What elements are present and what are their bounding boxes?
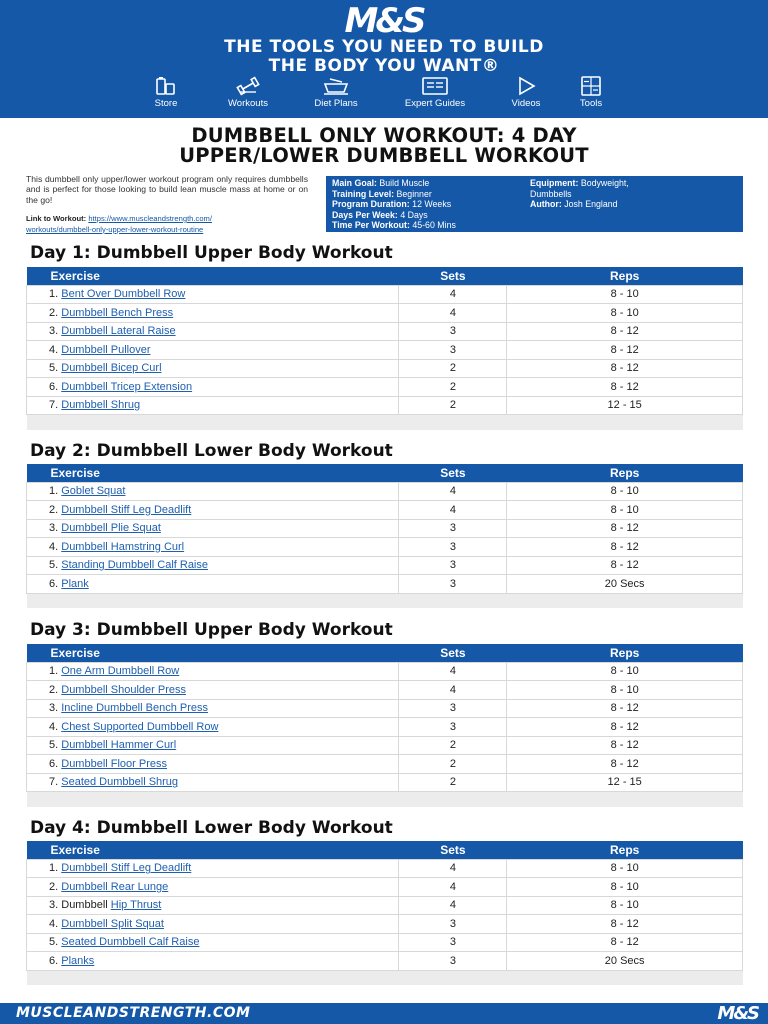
exercise-link[interactable]: Goblet Squat bbox=[61, 485, 126, 498]
nav-item-tools[interactable] bbox=[551, 76, 631, 109]
exercise-number: 5. bbox=[49, 362, 59, 375]
table-row bbox=[27, 538, 743, 557]
workout-table bbox=[26, 267, 743, 430]
table-row bbox=[27, 359, 743, 378]
food-icon bbox=[322, 76, 350, 96]
header-sets: Sets bbox=[399, 464, 507, 482]
reps-cell: 8 - 10 bbox=[507, 482, 743, 501]
table-spacer-cell bbox=[27, 792, 743, 807]
table-row bbox=[27, 575, 743, 594]
exercise-link[interactable]: One Arm Dumbbell Row bbox=[61, 665, 180, 678]
exercise-cell bbox=[27, 755, 399, 774]
sets-cell: 2 bbox=[399, 736, 507, 755]
exercise-cell bbox=[27, 718, 399, 737]
header-sets: Sets bbox=[399, 841, 507, 859]
header-exercise: Exercise bbox=[27, 267, 399, 285]
day-title: Day 3: Dumbbell Upper Body Workout bbox=[30, 620, 393, 640]
sets-cell: 3 bbox=[399, 538, 507, 557]
header-reps: Reps bbox=[507, 267, 743, 285]
reps-cell: 8 - 12 bbox=[507, 341, 743, 360]
reps-cell: 8 - 12 bbox=[507, 359, 743, 378]
nav-label-videos: Videos bbox=[511, 98, 541, 109]
nav-item-store[interactable] bbox=[126, 76, 206, 109]
sets-cell: 3 bbox=[399, 699, 507, 718]
exercise-link[interactable]: Dumbbell Bench Press bbox=[61, 306, 174, 319]
dumbbell-icon bbox=[236, 76, 260, 96]
sets-cell: 4 bbox=[399, 304, 507, 323]
exercise-link[interactable]: Seated Dumbbell Calf Raise bbox=[61, 936, 200, 949]
exercise-link[interactable]: Dumbbell Plie Squat bbox=[61, 522, 161, 535]
exercise-link[interactable]: Chest Supported Dumbbell Row bbox=[61, 720, 219, 733]
exercise-cell bbox=[27, 896, 399, 915]
exercise-link[interactable]: Incline Dumbbell Bench Press bbox=[61, 702, 208, 715]
reps-cell: 8 - 10 bbox=[507, 662, 743, 681]
exercise-cell bbox=[27, 396, 399, 415]
page-title-line-2: UPPER/LOWER DUMBBELL WORKOUT bbox=[179, 144, 589, 167]
page-title-line-1: DUMBBELL ONLY WORKOUT: 4 DAY bbox=[191, 124, 577, 147]
day-title: Day 4: Dumbbell Lower Body Workout bbox=[30, 818, 393, 838]
sets-cell: 3 bbox=[399, 915, 507, 934]
table-row bbox=[27, 718, 743, 737]
exercise-number: 5. bbox=[49, 936, 59, 949]
sets-cell: 4 bbox=[399, 285, 507, 304]
sets-cell: 3 bbox=[399, 575, 507, 594]
sets-cell: 3 bbox=[399, 933, 507, 952]
exercise-link[interactable]: Dumbbell Tricep Extension bbox=[61, 380, 193, 393]
table-row bbox=[27, 482, 743, 501]
exercise-link[interactable]: Dumbbell Stiff Leg Deadlift bbox=[61, 503, 192, 516]
exercise-number: 4. bbox=[49, 720, 59, 733]
reps-cell: 8 - 12 bbox=[507, 718, 743, 737]
exercise-number: 2. bbox=[49, 683, 59, 696]
sets-cell: 4 bbox=[399, 501, 507, 520]
header-reps: Reps bbox=[507, 841, 743, 859]
exercise-link[interactable]: Dumbbell Rear Lunge bbox=[61, 880, 169, 893]
exercise-number: 7. bbox=[49, 399, 59, 412]
table-row bbox=[27, 915, 743, 934]
reps-cell: 8 - 10 bbox=[507, 285, 743, 304]
exercise-cell bbox=[27, 662, 399, 681]
nav-item-diet-plans[interactable] bbox=[296, 76, 376, 109]
exercise-number: 1. bbox=[49, 288, 59, 301]
sets-cell: 4 bbox=[399, 859, 507, 878]
workout-link-block bbox=[26, 214, 316, 235]
exercise-link[interactable]: Standing Dumbbell Calf Raise bbox=[61, 559, 208, 572]
intro-text: This dumbbell only upper/lower workout program only requires dumbbells and is perfect for those looking to build lean muscle mass at home or on the go! bbox=[26, 174, 308, 205]
footer-logo: M&S bbox=[717, 1003, 758, 1024]
exercise-cell bbox=[27, 322, 399, 341]
table-row bbox=[27, 322, 743, 341]
exercise-number: 3. bbox=[49, 522, 59, 535]
exercise-cell bbox=[27, 378, 399, 397]
table-header-row bbox=[27, 464, 743, 482]
table-row bbox=[27, 556, 743, 575]
reps-cell: 20 Secs bbox=[507, 575, 743, 594]
exercise-cell bbox=[27, 285, 399, 304]
exercise-link[interactable]: Plank bbox=[61, 577, 89, 590]
info-author: Author: Josh England bbox=[530, 199, 618, 210]
nav-item-workouts[interactable] bbox=[208, 76, 288, 109]
exercise-cell bbox=[27, 859, 399, 878]
exercise-cell bbox=[27, 482, 399, 501]
reps-cell: 8 - 10 bbox=[507, 896, 743, 915]
exercise-number: 2. bbox=[49, 306, 59, 319]
table-spacer-cell bbox=[27, 415, 743, 430]
table-header-row bbox=[27, 267, 743, 285]
reps-cell: 8 - 10 bbox=[507, 501, 743, 520]
exercise-cell bbox=[27, 933, 399, 952]
exercise-link[interactable]: Dumbbell Hamstring Curl bbox=[61, 540, 185, 553]
sets-cell: 2 bbox=[399, 378, 507, 397]
brand-logo[interactable]: M&S bbox=[344, 1, 424, 41]
exercise-link[interactable]: Dumbbell Bicep Curl bbox=[61, 362, 162, 375]
reps-cell: 8 - 12 bbox=[507, 699, 743, 718]
program-info-box bbox=[326, 176, 743, 232]
exercise-number: 2. bbox=[49, 503, 59, 516]
exercise-link[interactable]: Dumbbell Pullover bbox=[61, 343, 151, 356]
header-sets: Sets bbox=[399, 267, 507, 285]
table-row bbox=[27, 501, 743, 520]
table-spacer-row bbox=[27, 593, 743, 608]
info-equipment: Equipment: Bodyweight, bbox=[530, 178, 629, 188]
header-reps: Reps bbox=[507, 464, 743, 482]
day-title: Day 2: Dumbbell Lower Body Workout bbox=[30, 441, 393, 461]
sets-cell: 2 bbox=[399, 755, 507, 774]
info-main-goal: Main Goal: Build Muscle bbox=[332, 178, 430, 188]
reps-cell: 8 - 12 bbox=[507, 538, 743, 557]
workout-link-url-1[interactable]: https://www.muscleandstrength.com/ bbox=[88, 214, 212, 223]
exercise-number: 6. bbox=[49, 577, 59, 590]
tagline bbox=[0, 38, 768, 76]
footer-site-url[interactable]: MUSCLEANDSTRENGTH.COM bbox=[16, 1005, 251, 1021]
site-header bbox=[0, 0, 768, 118]
sets-cell: 4 bbox=[399, 662, 507, 681]
site-footer bbox=[0, 1003, 768, 1024]
table-row bbox=[27, 285, 743, 304]
sets-cell: 4 bbox=[399, 482, 507, 501]
sets-cell: 4 bbox=[399, 878, 507, 897]
exercise-number: 3. bbox=[49, 325, 59, 338]
exercise-number: 6. bbox=[49, 954, 59, 967]
table-row bbox=[27, 341, 743, 360]
header-exercise: Exercise bbox=[27, 464, 399, 482]
table-row bbox=[27, 662, 743, 681]
tagline-line-2: THE BODY YOU WANT® bbox=[268, 56, 500, 76]
reps-cell: 12 - 15 bbox=[507, 773, 743, 792]
info-time-per-workout: Time Per Workout: 45-60 Mins bbox=[332, 220, 456, 231]
exercise-cell bbox=[27, 519, 399, 538]
table-row bbox=[27, 396, 743, 415]
sets-cell: 2 bbox=[399, 359, 507, 378]
nav-label-expert-guides: Expert Guides bbox=[404, 98, 466, 109]
table-header-row bbox=[27, 644, 743, 662]
exercise-number: 3. bbox=[49, 899, 59, 912]
exercise-number: 1. bbox=[49, 485, 59, 498]
sets-cell: 4 bbox=[399, 681, 507, 700]
reps-cell: 8 - 12 bbox=[507, 519, 743, 538]
exercise-number: 4. bbox=[49, 917, 59, 930]
exercise-number: 2. bbox=[49, 880, 59, 893]
sets-cell: 3 bbox=[399, 556, 507, 575]
tagline-line-1: THE TOOLS YOU NEED TO BUILD bbox=[224, 37, 544, 57]
exercise-cell bbox=[27, 878, 399, 897]
nav-label-workouts: Workouts bbox=[228, 98, 268, 109]
table-row bbox=[27, 859, 743, 878]
exercise-number: 5. bbox=[49, 739, 59, 752]
reps-cell: 8 - 12 bbox=[507, 736, 743, 755]
day-title: Day 1: Dumbbell Upper Body Workout bbox=[30, 243, 393, 263]
sets-cell: 2 bbox=[399, 396, 507, 415]
guide-icon bbox=[421, 76, 449, 96]
reps-cell: 8 - 12 bbox=[507, 556, 743, 575]
info-equipment-cont: Dumbbells bbox=[530, 188, 572, 199]
exercise-number: 5. bbox=[49, 559, 59, 572]
table-row bbox=[27, 304, 743, 323]
exercise-number: 4. bbox=[49, 343, 59, 356]
table-row bbox=[27, 896, 743, 915]
table-row bbox=[27, 378, 743, 397]
exercise-number: 6. bbox=[49, 380, 59, 393]
header-exercise: Exercise bbox=[27, 644, 399, 662]
exercise-number: 6. bbox=[49, 757, 59, 770]
nav-label-store: Store bbox=[154, 98, 178, 109]
sets-cell: 3 bbox=[399, 718, 507, 737]
table-spacer-cell bbox=[27, 593, 743, 608]
store-icon bbox=[155, 76, 177, 96]
reps-cell: 8 - 12 bbox=[507, 755, 743, 774]
exercise-cell bbox=[27, 341, 399, 360]
table-spacer-row bbox=[27, 792, 743, 807]
reps-cell: 8 - 12 bbox=[507, 933, 743, 952]
exercise-cell bbox=[27, 952, 399, 971]
exercise-link[interactable]: Dumbbell Shoulder Press bbox=[61, 683, 186, 696]
exercise-link[interactable]: Hip Thrust bbox=[110, 899, 162, 912]
reps-cell: 8 - 12 bbox=[507, 378, 743, 397]
sets-cell: 3 bbox=[399, 341, 507, 360]
workout-link-url-2[interactable]: workouts/dumbbell-only-upper-lower-workout-routine bbox=[26, 224, 204, 234]
exercise-link[interactable]: Bent Over Dumbbell Row bbox=[61, 288, 186, 301]
reps-cell: 12 - 15 bbox=[507, 396, 743, 415]
reps-cell: 8 - 10 bbox=[507, 681, 743, 700]
exercise-number: 1. bbox=[49, 862, 59, 875]
main-nav bbox=[0, 76, 768, 116]
table-row bbox=[27, 736, 743, 755]
exercise-link[interactable]: Dumbbell Lateral Raise bbox=[61, 325, 176, 338]
page-title bbox=[0, 126, 768, 166]
table-spacer-cell bbox=[27, 970, 743, 985]
exercise-cell bbox=[27, 736, 399, 755]
workout-link-label: Link to Workout: bbox=[26, 214, 87, 223]
table-header-row bbox=[27, 841, 743, 859]
exercise-link[interactable]: Dumbbell Split Squat bbox=[61, 917, 164, 930]
play-icon bbox=[515, 76, 537, 96]
exercise-cell bbox=[27, 915, 399, 934]
exercise-link[interactable]: Dumbbell Floor Press bbox=[61, 757, 168, 770]
reps-cell: 8 - 10 bbox=[507, 859, 743, 878]
workout-table bbox=[26, 841, 743, 985]
table-row bbox=[27, 878, 743, 897]
header-sets: Sets bbox=[399, 644, 507, 662]
sets-cell: 3 bbox=[399, 322, 507, 341]
sets-cell: 3 bbox=[399, 952, 507, 971]
sets-cell: 3 bbox=[399, 519, 507, 538]
info-training-level: Training Level: Beginner bbox=[332, 188, 432, 199]
exercise-cell bbox=[27, 304, 399, 323]
reps-cell: 20 Secs bbox=[507, 952, 743, 971]
exercise-cell bbox=[27, 699, 399, 718]
exercise-link[interactable]: Dumbbell Hammer Curl bbox=[61, 739, 177, 752]
sets-cell: 4 bbox=[399, 896, 507, 915]
table-spacer-row bbox=[27, 415, 743, 430]
exercise-cell bbox=[27, 538, 399, 557]
exercise-cell bbox=[27, 773, 399, 792]
exercise-cell bbox=[27, 556, 399, 575]
exercise-number: 3. bbox=[49, 702, 59, 715]
exercise-cell bbox=[27, 681, 399, 700]
table-row bbox=[27, 699, 743, 718]
exercise-cell bbox=[27, 575, 399, 594]
workout-table bbox=[26, 464, 743, 608]
table-row bbox=[27, 755, 743, 774]
reps-cell: 8 - 12 bbox=[507, 915, 743, 934]
exercise-link[interactable]: Dumbbell Shrug bbox=[61, 399, 141, 412]
info-days-per-week: Days Per Week: 4 Days bbox=[332, 209, 428, 220]
exercise-link[interactable]: Planks bbox=[61, 954, 95, 967]
calculator-icon bbox=[580, 76, 602, 96]
table-row bbox=[27, 773, 743, 792]
header-exercise: Exercise bbox=[27, 841, 399, 859]
nav-item-expert-guides[interactable] bbox=[395, 76, 475, 109]
exercise-cell bbox=[27, 359, 399, 378]
nav-label-tools: Tools bbox=[579, 98, 603, 109]
table-row bbox=[27, 519, 743, 538]
table-row bbox=[27, 933, 743, 952]
table-spacer-row bbox=[27, 970, 743, 985]
header-reps: Reps bbox=[507, 644, 743, 662]
workout-table bbox=[26, 644, 743, 807]
exercise-number: 1. bbox=[49, 665, 59, 678]
exercise-link[interactable]: Dumbbell Stiff Leg Deadlift bbox=[61, 862, 192, 875]
exercise-prefix: Dumbbell bbox=[61, 899, 111, 912]
sets-cell: 2 bbox=[399, 773, 507, 792]
exercise-number: 4. bbox=[49, 540, 59, 553]
reps-cell: 8 - 10 bbox=[507, 878, 743, 897]
reps-cell: 8 - 12 bbox=[507, 322, 743, 341]
reps-cell: 8 - 10 bbox=[507, 304, 743, 323]
table-row bbox=[27, 681, 743, 700]
exercise-cell bbox=[27, 501, 399, 520]
table-row bbox=[27, 952, 743, 971]
exercise-link[interactable]: Seated Dumbbell Shrug bbox=[61, 776, 179, 789]
info-program-duration: Program Duration: 12 Weeks bbox=[332, 199, 452, 210]
nav-label-diet-plans: Diet Plans bbox=[314, 98, 358, 109]
exercise-number: 7. bbox=[49, 776, 59, 789]
